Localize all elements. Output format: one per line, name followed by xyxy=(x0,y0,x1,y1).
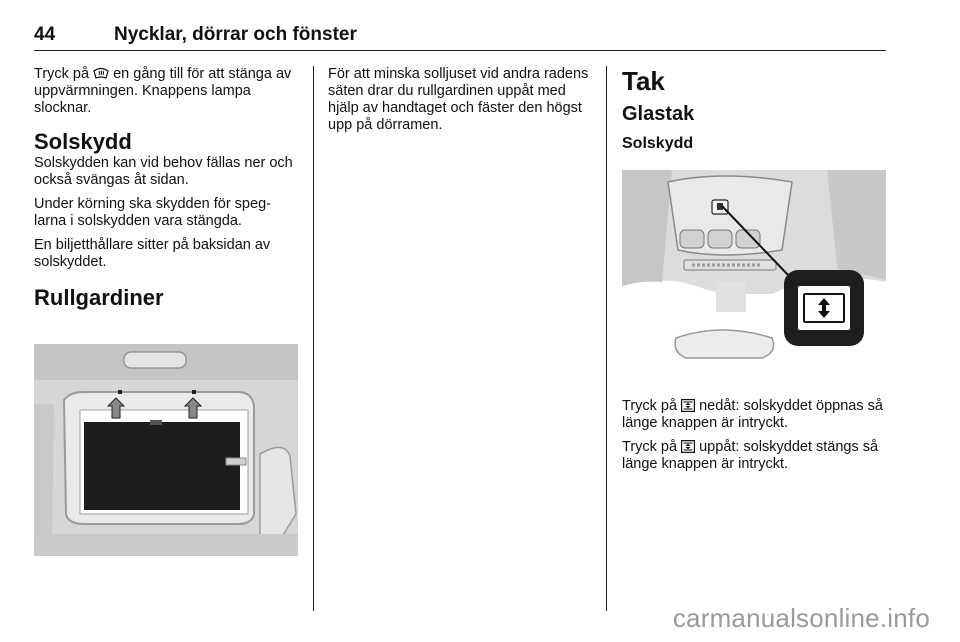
rollerblind-illustration xyxy=(34,344,298,556)
paragraph: En biljetthållare sitter på baksidan av solskyddet. xyxy=(34,237,271,270)
column-divider xyxy=(313,66,314,611)
watermark: carmanualsonline.info xyxy=(672,603,930,633)
heading-glastak: Glastak xyxy=(622,103,695,125)
column-divider xyxy=(606,66,607,611)
paragraph: Under körning ska skydden för speg-larna i solskydden vara stängda. xyxy=(34,196,271,229)
rear-window-heater-icon xyxy=(93,67,109,80)
column-right xyxy=(622,66,886,154)
column-middle xyxy=(328,66,590,141)
rollerblind-drawing xyxy=(34,344,298,556)
page-header xyxy=(34,24,886,51)
roof-console-drawing xyxy=(622,170,886,370)
sunblind-open-paragraph: Tryck på nedåt: solskyddet öppnas så länge knappen är intryckt. xyxy=(622,398,883,431)
paragraph: För att minska solljuset vid andra radens säten drar du rullgardinen uppåt med hjälp av handtaget och fäster den högst upp på dörramen. xyxy=(328,66,589,133)
column-right-lower xyxy=(622,398,886,480)
sunblind-switch-icon xyxy=(681,440,695,453)
column-left xyxy=(34,66,300,311)
chapter-title: Nycklar, dörrar och fönster xyxy=(114,24,357,45)
heading-solskydd: Solskydd xyxy=(34,129,132,154)
roof-console-illustration xyxy=(622,170,886,370)
sunblind-switch-icon xyxy=(681,399,695,412)
heading-tak: Tak xyxy=(622,66,665,96)
paragraph: Solskydden kan vid behov fällas ner och också svängas åt sidan. xyxy=(34,155,293,188)
sunblind-close-paragraph: Tryck på uppåt: solskyddet stängs så länge knappen är intryckt. xyxy=(622,439,879,472)
heater-paragraph: Tryck på en gång till för att stänga av uppvärmningen. Knappens lampa slocknar. xyxy=(34,66,292,116)
heading-rullgardiner: Rullgardiner xyxy=(34,285,164,310)
heading-solskydd: Solskydd xyxy=(622,135,694,152)
page-number: 44 xyxy=(34,24,56,45)
